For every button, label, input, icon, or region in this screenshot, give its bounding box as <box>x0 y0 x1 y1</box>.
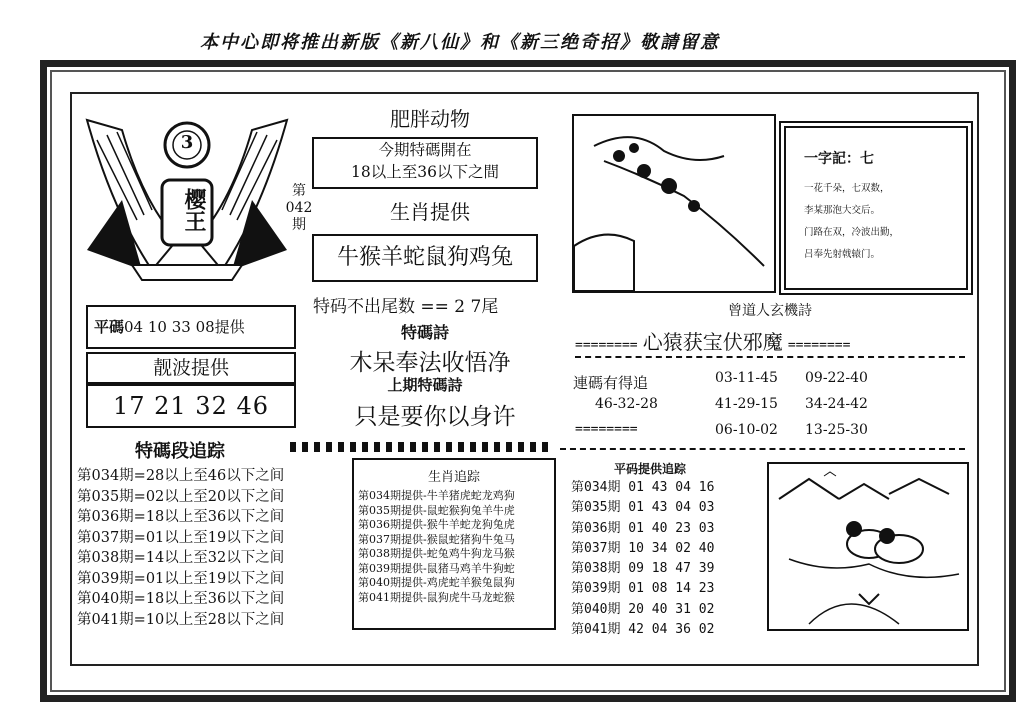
zodiac-tracking-row: 第035期提供-鼠蛇猴狗兔羊牛虎 <box>358 503 515 517</box>
segment-tracking-row: 第034期=28以上至46以下之间 <box>77 468 285 484</box>
segment-tracking-title: 特碼段追踪 <box>135 441 225 462</box>
zodiac-tracking-row: 第039期提供-鼠猪马鸡羊牛狗蛇 <box>358 561 515 575</box>
eq-right-deco: ======== <box>787 338 851 353</box>
one-word-line: 一花千朵，七双数， <box>804 183 890 194</box>
flat-tracking-title: 平码提供追踪 <box>613 462 686 476</box>
flat-tracking-row: 第035期 01 43 04 03 <box>571 500 715 516</box>
one-word-box <box>784 126 968 290</box>
zodiac-list-box: 牛猴羊蛇鼠狗鸡兔 <box>312 234 538 282</box>
flat-tracking-row: 第040期 20 40 31 02 <box>571 601 715 617</box>
zeng-poem-headline: 心猿获宝伏邪魔 <box>642 330 783 354</box>
continuous-group: 13-25-30 <box>805 422 868 438</box>
continuous-group: 09-22-40 <box>805 370 868 386</box>
flat-tracking-list <box>571 478 761 640</box>
zodiac-tracking-row: 第036期提供-猴牛羊蛇龙狗兔虎 <box>358 518 515 531</box>
zeng-poem-title: 曾道人玄機詩 <box>728 303 812 319</box>
segment-tracking-list <box>77 466 302 630</box>
prev-poem-line: 只是要你以身许 <box>354 404 516 430</box>
range-line-2: 18以上至36以下之間 <box>351 163 499 181</box>
issue-number: 042 <box>285 200 313 216</box>
one-word-lines <box>804 178 966 266</box>
one-word-line: 门路在双，冷波出勤， <box>804 227 900 238</box>
zodiac-tracking-list <box>354 489 554 605</box>
ducks-picture <box>767 462 969 631</box>
one-word-line: 李某那泡大交后。 <box>804 205 881 216</box>
continuous-label: 連碼有得追 <box>573 374 649 392</box>
flat-tracking-row: 第037期 10 34 02 40 <box>571 540 715 556</box>
continuous-group: 41-29-15 <box>715 396 778 412</box>
eq-short-divider: ======== <box>575 422 638 437</box>
pine-tree-picture <box>572 114 776 293</box>
eq-left-deco: ======== <box>575 338 638 353</box>
flat-tracking-row: 第034期 01 43 04 16 <box>571 480 715 495</box>
flat-code-box <box>86 305 296 349</box>
poem-line: 木呆奉法收悟净 <box>349 350 511 376</box>
poem-title: 特碼詩 <box>400 323 449 342</box>
issue-label <box>284 183 314 234</box>
zodiac-tracking-row: 第037期提供-猴鼠蛇猪狗牛兔马 <box>358 532 515 546</box>
eagle-logo <box>82 100 292 285</box>
one-word-title: 一字記：七 <box>804 151 874 167</box>
continuous-grid <box>580 370 970 445</box>
zodiac-tracking-title: 生肖追踪 <box>427 470 480 485</box>
pine-tree-icon <box>574 116 774 291</box>
issue-prefix: 第 <box>292 183 306 199</box>
flat-code-suffix: 提供 <box>214 318 245 336</box>
flat-tracking-row: 第038期 09 18 47 39 <box>571 561 715 577</box>
continuous-group: 34-24-42 <box>805 396 868 412</box>
fat-animal-title: 肥胖动物 <box>390 107 470 131</box>
segment-tracking-row: 第037期=01以上至19以下之间 <box>77 529 285 546</box>
segment-tracking-row: 第041期=10以上至28以下之间 <box>77 611 285 628</box>
range-box <box>312 137 538 189</box>
zodiac-tracking-row: 第041期提供-鼠狗虎牛马龙蛇猴 <box>358 590 515 604</box>
zodiac-tracking-row: 第034期提供-牛羊猪虎蛇龙鸡狗 <box>358 489 515 502</box>
continuous-group: 46-32-28 <box>595 396 658 412</box>
segment-tracking-row: 第039期=01以上至19以下之间 <box>77 570 285 587</box>
header-notice: 本中心即将推出新版《新八仙》和《新三绝奇招》敬請留意 <box>200 32 720 53</box>
tail-note: 特码不出尾数 == 2 7尾 <box>313 297 499 317</box>
wave-title-box: 靓波提供 <box>86 352 296 384</box>
eq-divider <box>575 356 965 360</box>
flat-code-numbers: 04 10 33 08 <box>124 318 215 336</box>
logo-banner-text: 樱王 <box>181 188 207 232</box>
segment-tracking-row: 第036期=18以上至36以下之间 <box>77 509 285 525</box>
flat-code-label: 平碼 <box>94 318 125 336</box>
ducks-landscape-icon <box>769 464 967 629</box>
segment-tracking-row: 第035期=02以上至20以下之间 <box>77 488 285 505</box>
flat-tracking-row: 第036期 01 40 23 03 <box>571 520 715 536</box>
zodiac-tracking-row: 第038期提供-蛇兔鸡牛狗龙马猴 <box>358 547 515 560</box>
segment-tracking-row: 第038期=14以上至32以下之间 <box>77 550 285 566</box>
range-line-1: 今期特碼開在 <box>378 141 472 159</box>
continuous-group: 03-11-45 <box>715 370 778 386</box>
flat-tracking-row: 第039期 01 08 14 23 <box>571 581 715 597</box>
zodiac-tracking-box <box>352 458 556 630</box>
ornament-divider <box>290 442 552 452</box>
zeng-poem-headline-row <box>575 326 967 352</box>
flat-tracking-row: 第041期 42 04 36 02 <box>571 622 715 638</box>
segment-tracking-row: 第040期=18以上至36以下之间 <box>77 591 285 607</box>
dashed-divider <box>560 448 965 452</box>
continuous-group: 06-10-02 <box>715 422 778 438</box>
one-word-line: 吕奉先射戟辕门。 <box>804 249 881 260</box>
zodiac-tracking-row: 第040期提供-鸡虎蛇羊猴兔鼠狗 <box>358 576 515 589</box>
issue-suffix: 期 <box>292 217 306 233</box>
logo-circle-text: 3 <box>180 132 194 153</box>
wave-numbers-box: 17 21 32 46 <box>86 384 296 428</box>
zodiac-title: 生肖提供 <box>390 200 470 224</box>
prev-poem-title: 上期特碼詩 <box>387 376 463 394</box>
